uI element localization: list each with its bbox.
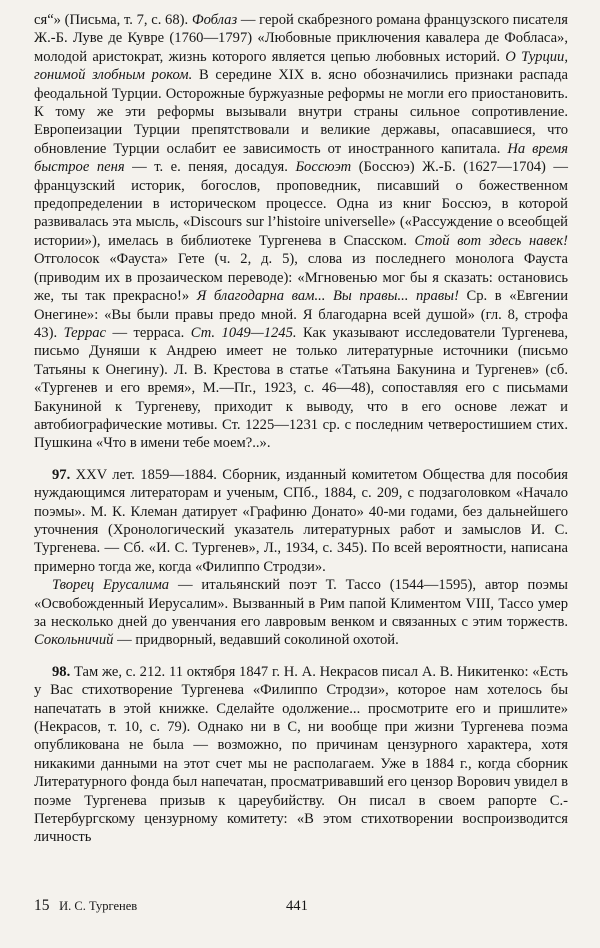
italic-run: Боссюэт: [295, 159, 352, 176]
italic-run: Я благодарна вам... Вы правы... правы!: [196, 288, 459, 305]
text-run: В середине XIX в. ясно обозначились признаки распада феодальной Турции. Осторожные буржуазные реформы не могли его приостановить. К тому же эти реформы вызывали внутри страны сильное сопротивление. Европеизации Турции препятствовали и великие державы, опасавшиеся, что обновление Турции ослабит ее зависимость от иностранного капитала.: [34, 67, 568, 157]
note-97-text: XXV лет. 1859—1884. Сборник, изданный комитетом Общества для пособия нуждающимся литераторам и ученым, СПб., 1884, с. 209, с подзаголовком «Начало поэмы». М. К. Клеман датирует «Графиню Донато» 40-ми годами, без дальнейшего уточнения (Хронологический указатель литературных работ и замыслов И. С. Тургенева. — Сб. «И. С. Тургенев», Л., 1934, с. 345). По всей вероятности, написана примерно тогда же, когда «Филиппо Стродзи».: [34, 466, 568, 575]
text-run: — герой скабрезного романа французского писателя Ж.-Б. Луве де Кувре (1760—1797) «Любовные приключения кавалера де Фобласа», молодой аристократ, жизнь которого является цепью любовных историй.: [34, 12, 568, 65]
text-run: — придворный, ведавший соколиной охотой.: [113, 632, 399, 649]
note-98-text: Там же, с. 212. 11 октября 1847 г. Н. А. Некрасов писал А. В. Никитенко: «Есть у Вас стихотворение Тургенева «Филиппо Стродзи», которое нам хотелось бы напечатать в этой книжке. Сделайте одолжение... просмотрите его и пришлите» (Некрасов, т. 10, с. 79). Однако ни в С, ни вообще при жизни Тургенева поэма опубликована не была — возможно, по причинам цензурного характера, хотя никакими данными на этот счет мы не располагаем. Уже в 1884 г., когда сборник Литературного фонда был напечатан, просматривавший его цензор Ворович увидел в поэме Тургенева призыв к цареубийству. Он писал в своем рапорте С.-Петербургскому цензурному комитету: «В этом стихотворении воспроизводится личность: [34, 663, 568, 846]
note-98-number: 98.: [52, 663, 71, 680]
italic-run: Сокольничий: [34, 632, 114, 649]
note-97-paragraph-2: [34, 576, 568, 650]
text-run: — т. е. пеняя, досадуя.: [124, 159, 296, 176]
text-run: Как указывают исследователи Тургенева, письмо Дуняши к Андрею имеет не только литературные источники (письмо Татьяны к Онегину). Л. В. Крестова в статье «Татьяна Бакунина и Тургенев» (сб. «Тургенев и его время», М.—Пг., 1923, с. 46—48), сопоставляя его с письмами Бакуниной к Тургеневу, приходит к выводу, что в его основе лежат и автобиографические мотивы. Ст. 1225—1231 ср. с последним четверостишием стих. Пушкина «Что в имени тебе моем?..».: [34, 324, 568, 452]
running-author: И. С. Тургенев: [59, 899, 138, 913]
italic-run: Фоблаз: [191, 12, 238, 28]
italic-run: О Турции, гонимой злобным роком.: [34, 48, 569, 84]
note-98-paragraph: [34, 663, 568, 847]
page-number: 441: [286, 898, 308, 914]
text-run: ся“» (Письма, т. 7, с. 68).: [34, 12, 192, 28]
text-run: Отголосок «Фауста» Гете (ч. 2, д. 5), слова из последнего монолога Фауста (приводим их в прозаическом переводе): «Мгновенью мог бы я сказать: остановись же, ты так прекрасно!»: [34, 251, 568, 305]
text-run: — итальянский поэт Т. Тассо (1544—1595), автор поэмы «Освобожденный Иерусалим». Вызванный в Рим папой Климентом VIII, Тассо умер за несколько дней до увенчания его лавровым венком и связанных с этим торжеств.: [34, 577, 568, 630]
note-97-number: 97.: [52, 466, 71, 483]
italic-run: Террас: [63, 324, 107, 341]
italic-run: Ст. 1049—1245.: [190, 324, 297, 341]
italic-run: Стой вот здесь навек!: [414, 232, 568, 249]
signature-mark: 15: [34, 897, 50, 914]
text-run: Ср. в «Евгении Онегине»: «Вы были правы предо мной. Я благодарна всей душой» (гл. 8, строфа 43).: [34, 288, 569, 341]
text-run: — терраса.: [106, 324, 191, 341]
note-97-paragraph: [34, 466, 568, 576]
page-footer: [34, 897, 568, 915]
text-run: (Боссюэ) Ж.-Б. (1627—1704) — французский историк, богослов, проповедник, писавший о божественном предопределении в историческом процессе. Одна из книг Боссюэ, в которой развивалась эта мысль, «Discours sur l’histoire universelle» («Рассуждение о всеобщей истории»), имелась в библиотеке Тургенева в Спасском.: [34, 159, 568, 249]
italic-run: На время быстрое пеня: [34, 140, 569, 176]
note-95-continuation: [34, 11, 568, 453]
italic-run: Творец Ерусалима: [52, 577, 170, 594]
